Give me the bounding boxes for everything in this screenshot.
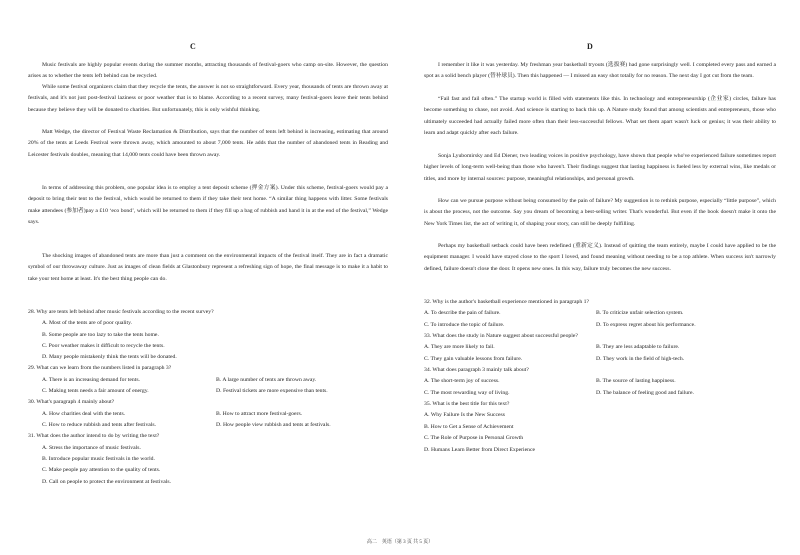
- question-31-option-c[interactable]: C. Make people pay attention to the quality of tents.: [42, 467, 161, 473]
- question-30-option-d[interactable]: D. How people view rubbish and tents at festivals.: [216, 422, 331, 428]
- question-28-option-a[interactable]: A. Most of the tents are of poor quality.: [42, 320, 132, 326]
- question-32-option-d[interactable]: D. To express regret about his performance.: [596, 322, 696, 328]
- question-30-option-a[interactable]: A. How charities deal with the tents.: [42, 411, 126, 417]
- question-29-option-d[interactable]: D. Festival tickets are more expensive than tents.: [216, 388, 328, 394]
- passage-d-paragraph-3: Sonja Lyubomirsky and Ed Diener, two leading voices in positive psychology, have shown that people who've experienced failure sometimes report higher levels of long-term well-being than those who haven't. Their findings suggest that lasting happiness is fueled less by external wins, like medals or titles, and more by internal sources: purpose, meaningful relationships, and personal growth.: [424, 153, 776, 182]
- question-32-option-c[interactable]: C. To introduce the topic of failure.: [424, 322, 505, 328]
- question-30-option-b[interactable]: B. How to attract more festival-goers.: [216, 411, 303, 417]
- question-29-option-b[interactable]: B. A large number of tents are thrown away.: [216, 377, 317, 383]
- passage-d-label: D: [587, 42, 593, 51]
- question-35-stem: 35. What is the best title for this text?: [424, 401, 510, 407]
- question-34-option-c[interactable]: C. The most rewarding way of living.: [424, 390, 510, 396]
- question-31-option-b[interactable]: B. Introduce popular music festivals in the world.: [42, 456, 155, 462]
- passage-c-paragraph-2: While some festival organizers claim that they recycle the tents, the answer is not so straightforward. Every year, thousands of tents are thrown away at festivals, and it's not just post-festival laziness or poor weather that is to blame. According to a recent survey, many festival-goers leave their tents behind because they believe they will be donated to charities. But unfortunately, this is only wishful thinking.: [28, 84, 388, 113]
- question-33-option-a[interactable]: A. They are more likely to fail.: [424, 344, 495, 350]
- passage-c-paragraph-3: Matt Wedge, the director of Festival Waste Reclamation & Distribution, says that the number of tents left behind is increasing, estimating that around 20% of the tents at Leeds Festival were thrown away, which amounted to about 7,000 tents. He adds that the number of abandoned tents in Reading and Leicester festivals doubles, meaning that 14,000 tents could have been thrown away.: [28, 129, 388, 158]
- question-34-stem: 34. What does paragraph 3 mainly talk about?: [424, 367, 529, 373]
- question-31-stem: 31. What does the author intend to do by writing the text?: [28, 433, 160, 439]
- question-34-option-a[interactable]: A. The short-term joy of success.: [424, 378, 500, 384]
- question-34-option-b[interactable]: B. The source of lasting happiness.: [596, 378, 676, 384]
- question-28-option-d[interactable]: D. Many people mistakenly think the tents will be donated.: [42, 354, 177, 360]
- question-34-option-d[interactable]: D. The balance of feeling good and failure.: [596, 390, 694, 396]
- page-footer: 高二 英语（第 3 页 共 5 页）: [366, 540, 434, 545]
- passage-c-label: C: [190, 42, 196, 51]
- question-31-option-a[interactable]: A. Stress the importance of music festivals.: [42, 445, 141, 451]
- question-33-option-c[interactable]: C. They gain valuable lessons from failure.: [424, 356, 523, 362]
- question-33-option-d[interactable]: D. They work in the field of high-tech.: [596, 356, 685, 362]
- passage-d-paragraph-5: Perhaps my basketball setback could have been redefined (重新定义). Instead of quitting the team entirely, maybe I could have applied to be the equipment manager. I would have stayed close to the sport I loved, and found meaning without needing to be a top athlete. When success isn't narrowly defined, failure doesn't close the door. It opens new ones. In this way, failure truly becomes the new success.: [424, 243, 776, 272]
- question-33-option-b[interactable]: B. They are less adaptable to failure.: [596, 344, 680, 350]
- question-32-stem: 32. Why is the author's basketball experience mentioned in paragraph 1?: [424, 299, 590, 305]
- question-29-stem: 29. What can we learn from the numbers listed in paragraph 3?: [28, 365, 172, 371]
- question-31-option-d[interactable]: D. Call on people to protect the environment at festivals.: [42, 479, 172, 485]
- question-30-stem: 30. What's paragraph 4 mainly about?: [28, 399, 115, 405]
- question-32-option-a[interactable]: A. To describe the pain of failure.: [424, 310, 501, 316]
- passage-c-paragraph-5: The shocking images of abandoned tents are more than just a comment on the environmental impacts of the festival itself. They are in fact a dramatic symbol of our throwaway culture. Just as images of clean fields at Glastonbury represent a refreshing sign of hope, the final message is to make it a habit to take your tent home at least. It's the best thing people can do.: [28, 253, 388, 282]
- question-29-option-c[interactable]: C. Making tents needs a fair amount of energy.: [42, 388, 149, 394]
- question-35-option-b[interactable]: B. How to Get a Sense of Achievement: [424, 424, 514, 430]
- question-32-option-b[interactable]: B. To criticize unfair selection system.: [596, 310, 684, 316]
- question-28-option-b[interactable]: B. Some people are too lazy to take the tents home.: [42, 332, 159, 338]
- question-30-option-c[interactable]: C. How to reduce rubbish and tents after festivals.: [42, 422, 157, 428]
- question-28-option-c[interactable]: C. Poor weather makes it difficult to recycle the tents.: [42, 343, 165, 349]
- passage-d-paragraph-4: How can we pursue purpose without being consumed by the pain of failure? My suggestion is to rethink purpose, especially “little purpose”, which is about the process, not the outcome. Say you dream of becoming a best-selling writer. That's wonderful. But even if the book doesn't make it onto the New York Times list, the act of writing it, of shaping your story, can still be deeply fulfilling.: [424, 198, 776, 227]
- passage-c-paragraph-1: Music festivals are highly popular events during the summer months, attracting thousands of festival-goers who camp on-site. However, the question arises as to whether the tents left behind can be recycled.: [28, 62, 388, 80]
- question-35-option-d[interactable]: D. Humans Learn Better from Direct Experience: [424, 447, 536, 453]
- passage-d-paragraph-1: I remember it like it was yesterday. My freshman year basketball tryouts (选拔赛) had gone surprisingly well. I completed every pass and earned a spot as a solid bench player (替补球员). Then this happened — I missed an easy shot totally for no reason. The next day I got cut from the team.: [424, 62, 776, 80]
- question-28-stem: 28. Why are tents left behind after music festivals according to the recent survey?: [28, 309, 214, 315]
- question-35-option-c[interactable]: C. The Role of Purpose in Personal Growth: [424, 435, 524, 441]
- question-35-option-a[interactable]: A. Why Failure Is the New Success: [424, 412, 505, 418]
- passage-c-paragraph-4: In terms of addressing this problem, one popular idea is to employ a tent deposit scheme (押金方案). Under this scheme, festival-goers would pay a deposit to bring their tent to the festival, which would be returned to them if they take their tent home. “A similar thing happens with litter. Some festivals make attendees (参加者)pay a £10 ‘eco bond’, which will be returned to them if they fill up a bag of rubbish and hand it in at the end of the festival,” Wedge says.: [28, 185, 388, 225]
- question-33-stem: 33. What does the study in Nature suggest about successful people?: [424, 333, 578, 339]
- passage-d-paragraph-2: “Fail fast and fail often.” The startup world is filled with statements like this. In technology and entrepreneurship (企业家) circles, failure has become something to chase, not avoid. And science is starting to back this up. A Nature study found that among scientists and entrepreneurs, those who ultimately succeeded had actually failed more often than their less-successful fellows. What set them apart wasn't luck or genius; it was their ability to learn and adapt quickly after each failure.: [424, 96, 776, 136]
- question-29-option-a[interactable]: A. There is an increasing demand for tents.: [42, 377, 140, 383]
